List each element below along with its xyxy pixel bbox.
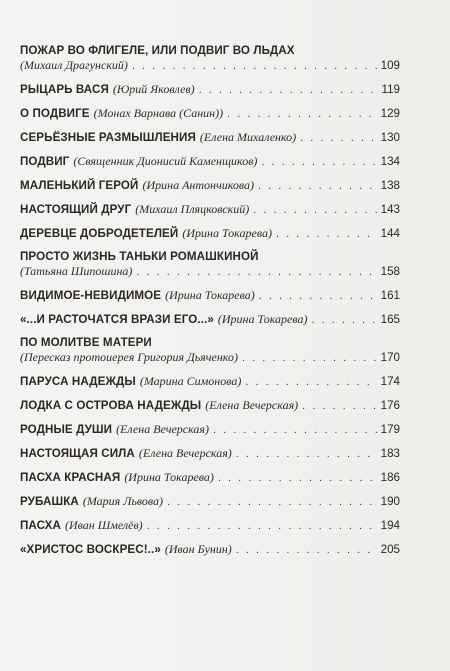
toc-entry-page: 144 <box>380 227 400 240</box>
leader-dots <box>258 179 378 193</box>
leader-dots <box>261 155 377 169</box>
toc-entry-author: (Татьяна Шипошина) <box>20 264 133 278</box>
toc-entry-author: (Ирина Токарева) <box>124 470 214 484</box>
toc-entry <box>20 518 400 533</box>
toc-entry-author: (Михаил Пляцковский) <box>135 202 250 216</box>
toc-entry <box>20 288 400 303</box>
toc-entry-page: 109 <box>380 59 400 72</box>
toc-entry <box>20 336 400 365</box>
leader-dots <box>259 289 378 303</box>
leader-dots <box>167 495 378 509</box>
toc-entry-author: (Иван Бунин) <box>164 542 232 556</box>
toc-entry-title: ПРОСТО ЖИЗНЬ ТАНЬКИ РОМАШКИНОЙ <box>20 250 259 263</box>
toc-entry-title: ПАСХА КРАСНАЯ <box>20 471 121 484</box>
toc-entry-page: 130 <box>380 131 400 144</box>
toc-entry-title: О ПОДВИГЕ <box>20 107 90 120</box>
toc-entry-title: НАСТОЯЩИЙ ДРУГ <box>20 203 132 216</box>
toc-entry <box>20 154 400 169</box>
toc-entry <box>20 312 400 327</box>
toc-entry-author: (Ирина Антончикова) <box>142 178 254 192</box>
toc-entry-title: ЛОДКА С ОСТРОВА НАДЕЖДЫ <box>20 399 202 412</box>
toc-entry-author: (Священник Дионисий Каменщиков) <box>73 154 258 168</box>
leader-dots <box>227 107 378 121</box>
leader-dots <box>245 375 377 389</box>
toc-entry <box>20 106 400 121</box>
toc-entry-title: ПО МОЛИТВЕ МАТЕРИ <box>20 336 152 349</box>
leader-dots <box>147 519 378 533</box>
toc-entry-title: РУБАШКА <box>20 495 79 508</box>
toc-entry-page: 205 <box>380 543 400 556</box>
toc-entry <box>20 130 400 145</box>
toc-entry-author: (Юрий Яковлев) <box>112 82 195 96</box>
toc-entry-page: 170 <box>380 351 400 364</box>
toc-entry-page: 183 <box>380 447 400 460</box>
toc-entry-author: (Иван Шмелёв) <box>64 518 143 532</box>
leader-dots <box>199 83 379 97</box>
toc-entry <box>20 446 400 461</box>
toc-entry-author: (Елена Михаленко) <box>199 130 297 144</box>
toc-entry-title: «...И РАСТОЧАТСЯ ВРАЗИ ЕГО...» <box>20 313 214 326</box>
leader-dots <box>312 313 378 327</box>
toc-entry-page: 174 <box>380 375 400 388</box>
toc-entry-author: (Ирина Токарева) <box>182 226 272 240</box>
leader-dots <box>253 203 377 217</box>
toc-entry-author: (Михаил Драгунский) <box>20 58 128 72</box>
toc-entry-page: 143 <box>380 203 400 216</box>
toc-entry-page: 190 <box>380 495 400 508</box>
toc-entry-page: 161 <box>380 289 400 302</box>
toc-entry-author: (Ирина Токарева) <box>217 312 308 326</box>
toc-entry <box>20 44 400 73</box>
toc-entry-page: 134 <box>380 155 400 168</box>
leader-dots <box>300 131 378 145</box>
toc-entry <box>20 202 400 217</box>
leader-dots <box>218 471 378 485</box>
toc-entry-author: (Елена Вечерская) <box>138 446 232 460</box>
toc-entry <box>20 398 400 413</box>
toc-entry <box>20 374 400 389</box>
toc-entry-page: 179 <box>380 423 400 436</box>
leader-dots <box>213 423 378 437</box>
leader-dots <box>136 265 377 279</box>
toc-entry-title: РЫЦАРЬ ВАСЯ <box>20 83 109 96</box>
toc-entry-title: «ХРИСТОС ВОСКРЕС!..» <box>20 543 161 556</box>
toc-entry-page: 158 <box>380 265 400 278</box>
toc-entry-page: 176 <box>380 399 400 412</box>
table-of-contents <box>20 44 400 557</box>
leader-dots <box>302 399 378 413</box>
toc-entry-title: ПАСХА <box>20 519 61 532</box>
leader-dots <box>236 447 378 461</box>
toc-entry-page: 165 <box>380 313 400 326</box>
toc-entry <box>20 494 400 509</box>
toc-entry-title: СЕРЬЁЗНЫЕ РАЗМЫШЛЕНИЯ <box>20 131 196 144</box>
toc-entry-page: 186 <box>380 471 400 484</box>
toc-entry-title: НАСТОЯЩАЯ СИЛА <box>20 447 135 460</box>
toc-entry-author: (Монах Варнава (Санин)) <box>93 106 224 120</box>
toc-entry-author: (Елена Вечерская) <box>116 422 209 436</box>
toc-entry-title: ПОДВИГ <box>20 155 70 168</box>
toc-entry-title: МАЛЕНЬКИЙ ГЕРОЙ <box>20 179 139 192</box>
toc-entry-title: ПАРУСА НАДЕЖДЫ <box>20 375 136 388</box>
toc-entry-author: (Ирина Токарева) <box>165 288 255 302</box>
toc-entry-author: (Пересказ протоиерея Григория Дьяченко) <box>20 350 238 364</box>
toc-entry-author: (Мария Львова) <box>82 494 164 508</box>
toc-entry-page: 129 <box>380 107 400 120</box>
leader-dots <box>242 351 378 365</box>
leader-dots <box>132 59 378 73</box>
toc-entry-title: ДЕРЕВЦЕ ДОБРОДЕТЕЛЕЙ <box>20 227 179 240</box>
toc-entry <box>20 82 400 97</box>
toc-entry <box>20 542 400 557</box>
leader-dots <box>236 543 378 557</box>
toc-entry <box>20 178 400 193</box>
toc-entry-title: ПОЖАР ВО ФЛИГЕЛЕ, ИЛИ ПОДВИГ ВО ЛЬДАХ <box>20 44 295 57</box>
toc-entry-page: 138 <box>380 179 400 192</box>
toc-entry <box>20 470 400 485</box>
toc-entry-title: ВИДИМОЕ-НЕВИДИМОЕ <box>20 289 162 302</box>
toc-entry <box>20 226 400 241</box>
toc-entry-author: (Марина Симонова) <box>139 374 242 388</box>
toc-entry-title: РОДНЫЕ ДУШИ <box>20 423 113 436</box>
toc-entry-page: 194 <box>380 519 400 532</box>
toc-entry <box>20 250 400 279</box>
toc-entry-author: (Елена Вечерская) <box>205 398 299 412</box>
toc-entry-page: 119 <box>381 83 400 96</box>
toc-entry <box>20 422 400 437</box>
leader-dots <box>276 227 378 241</box>
